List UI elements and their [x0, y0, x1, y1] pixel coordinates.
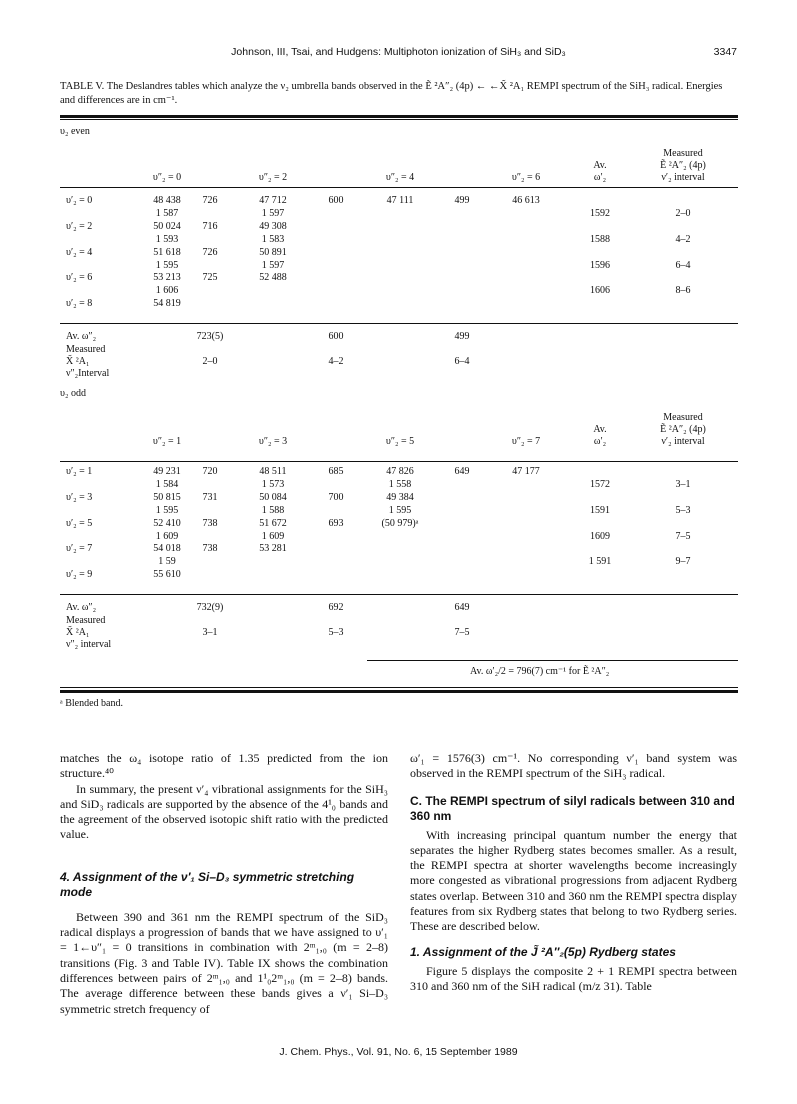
- summary-rule: [60, 323, 738, 324]
- table-cell: 47 177: [512, 466, 540, 477]
- table-top-rule: [60, 115, 738, 118]
- table-cell: 499: [454, 195, 470, 206]
- left-paragraph-2: In summary, the present ν′₄ vibrational assignments for the SiH₃ and SiD₃ radicals are supported by the absence of the 4¹₀ bands and the agreement of the observed isotopic shift ratio with the predicted value.: [60, 781, 388, 842]
- interval-cell: 4–2: [675, 233, 691, 245]
- table-cell: 53 281: [259, 543, 287, 555]
- table-bottom-rule: [60, 690, 738, 693]
- table-cell: 50 891: [259, 246, 287, 258]
- average-cell: 1 591: [588, 556, 612, 568]
- section-heading-4: 4. Assignment of the ν′₁ Si–D₃ symmetric stretching mode: [60, 869, 355, 899]
- section-heading-1: 1. Assignment of the J̃ ²A″₂(5p) Rydberg states: [410, 944, 676, 959]
- journal-footer: J. Chem. Phys., Vol. 91, No. 6, 15 September 1989: [279, 1046, 518, 1058]
- left-column: [60, 751, 388, 1017]
- table-cell: 52 488: [259, 272, 287, 284]
- summary-average: 600: [328, 331, 344, 342]
- summary-measured-label: Measured: [66, 344, 106, 355]
- table-bottom-rule-thin: [60, 687, 738, 688]
- table-cell: 48 438: [153, 195, 181, 206]
- table-cell: 54 018: [153, 543, 181, 555]
- table-cell: 1 587: [155, 207, 179, 219]
- table-cell: 726: [202, 195, 218, 206]
- row-label: υ′₂ = 9: [66, 569, 93, 581]
- right-paragraph-3: Figure 5 displays the composite 2 + 1 REMPI spectra between 310 and 360 nm of the SiH radical (m/z 31). Table: [410, 963, 737, 993]
- table-cell: 1 59: [158, 556, 176, 568]
- summary-average: 723(5): [196, 331, 224, 342]
- row-label: υ′₂ = 4: [66, 246, 93, 258]
- average-cell: 1572: [590, 478, 610, 490]
- column-header: υ″₂ = 4: [385, 172, 415, 183]
- summary-measured-label: X̃ ²A₁: [66, 356, 90, 367]
- table-cell: 649: [454, 466, 470, 477]
- table-cell: 725: [202, 272, 218, 284]
- average-header: ω′₂: [593, 172, 607, 183]
- interval-cell: 9–7: [675, 556, 691, 568]
- average-cell: 1591: [590, 504, 610, 516]
- summary-interval: 3–1: [202, 627, 218, 638]
- table-cell: 53 213: [153, 272, 181, 284]
- table-cell: 50 815: [153, 491, 181, 503]
- summary-rule: [60, 594, 738, 595]
- table-cell: 1 573: [261, 478, 285, 490]
- left-paragraph-1: matches the ω₄ isotope ratio of 1.35 predicted from the ion structure.⁴⁰: [60, 751, 388, 781]
- summary-interval: 5–3: [328, 627, 344, 638]
- average-header: ω′₂: [593, 436, 607, 447]
- summary-label: Av. ω″₂: [66, 602, 97, 613]
- table-cell: 720: [202, 466, 218, 477]
- column-header: υ″₂ = 2: [258, 172, 288, 183]
- table-cell: 1 606: [155, 285, 179, 297]
- column-header: υ″₂ = 0: [152, 172, 182, 183]
- row-label: υ′₂ = 3: [66, 491, 93, 503]
- table-cell: 50 084: [259, 491, 287, 503]
- row-label: υ′₂ = 6: [66, 272, 93, 284]
- right-paragraph-2: With increasing principal quantum number the energy that separates the higher Rydberg states becomes smaller. As a result, the REMPI spectra at shorter wavelengths become increasingly more congested as vibrational progressions from adjacent Rydberg states overlap. Between 310 and 360 nm the REMPI spectra display features from six Rydberg states that belong to two Rydberg series. These are described below.: [410, 827, 737, 934]
- table-cell: 54 819: [153, 298, 181, 310]
- table-cell: 693: [328, 517, 344, 529]
- summary-measured-label: X̃ ²A₁: [66, 627, 90, 638]
- column-header: υ″₂ = 3: [258, 436, 288, 447]
- section-heading-c: C. The REMPI spectrum of silyl radicals between 310 and 360 nm: [410, 793, 735, 823]
- table-cell: 1 593: [155, 233, 179, 245]
- table-cell: 1 595: [155, 259, 179, 271]
- right-paragraph-1: ω′₁ = 1576(3) cm⁻¹. No corresponding ν′₁ band system was observed in the REMPI spectrum of the SiH₃ radical.: [410, 751, 737, 781]
- table-cell: 52 410: [153, 517, 181, 529]
- summary-average: 692: [328, 602, 344, 613]
- table-cell: 738: [202, 517, 218, 529]
- table-caption: TABLE V. The Deslandres tables which analyze the ν₂ umbrella bands observed in the Ẽ ²A″₂ (4p) ← ←X̃ ²A₁ REMPI spectrum of the SiH₃ radical. Energies and differences are in cm⁻¹.: [60, 81, 723, 106]
- average-header: Av.: [593, 424, 607, 435]
- summary-interval: 2–0: [202, 356, 218, 367]
- measured-interval-header: ν′₂ interval: [661, 436, 705, 447]
- summary-interval: 7–5: [454, 627, 470, 638]
- table-bottom-note: Av. ω′₂/2 = 796(7) cm⁻¹ for Ẽ ²A″₂: [470, 666, 610, 677]
- table-cell: 51 618: [153, 246, 181, 258]
- interval-cell: 8–6: [675, 285, 691, 297]
- table-cell: 48 511: [259, 466, 287, 477]
- interval-cell: 3–1: [675, 478, 691, 490]
- row-label: υ′₂ = 0: [66, 195, 93, 206]
- table-cell: 738: [202, 543, 218, 555]
- column-header: υ″₂ = 7: [511, 436, 541, 447]
- table-cell: 726: [202, 246, 218, 258]
- table-cell: 1 609: [155, 530, 179, 542]
- table-cell: 1 595: [388, 504, 412, 516]
- table-cell: 49 384: [386, 491, 414, 503]
- interval-cell: 2–0: [675, 207, 691, 219]
- row-label: υ′₂ = 1: [66, 466, 93, 477]
- average-cell: 1596: [590, 259, 610, 271]
- table-cell: 49 231: [153, 466, 181, 477]
- table-cell: 1 583: [261, 233, 285, 245]
- section-label: υ₂ odd: [60, 388, 86, 399]
- row-label: υ′₂ = 5: [66, 517, 93, 529]
- summary-average: 499: [454, 331, 470, 342]
- header-rule: [60, 187, 738, 188]
- measured-interval-header: Measured: [663, 148, 703, 159]
- row-label: υ′₂ = 8: [66, 298, 93, 310]
- row-label: υ′₂ = 2: [66, 220, 93, 232]
- table-cell: 46 613: [512, 195, 540, 206]
- summary-measured-label: Measured: [66, 615, 106, 626]
- table-cell: 1 595: [155, 504, 179, 516]
- measured-interval-header: Ẽ ²A″₂ (4p): [660, 424, 706, 435]
- measured-interval-header: ν′₂ interval: [661, 172, 705, 183]
- column-header: υ″₂ = 1: [152, 436, 182, 447]
- table-cell: 50 024: [153, 220, 181, 232]
- average-cell: 1588: [590, 233, 610, 245]
- table-cell: 685: [328, 466, 344, 477]
- table-cell: 731: [202, 491, 218, 503]
- summary-measured-label: ν″₂ interval: [66, 639, 112, 650]
- table-footnote: ᵃ Blended band.: [60, 698, 123, 709]
- table-cell: 1 597: [261, 207, 285, 219]
- average-cell: 1609: [590, 530, 610, 542]
- table-top-rule-thin: [60, 119, 738, 120]
- table-cell: 1 584: [155, 478, 179, 490]
- average-header: Av.: [593, 160, 607, 171]
- table-cell: 1 588: [261, 504, 285, 516]
- table-cell: 49 308: [259, 220, 287, 232]
- table-cell: 600: [328, 195, 344, 206]
- summary-label: Av. ω″₂: [66, 331, 97, 342]
- table-cell: 47 111: [386, 195, 414, 206]
- table-cell: 55 610: [153, 569, 181, 581]
- table-cell: 51 672: [259, 517, 287, 529]
- measured-interval-header: Ẽ ²A″₂ (4p): [660, 160, 706, 171]
- summary-measured-label: ν″₂Interval: [66, 368, 110, 379]
- table-cell: 1 609: [261, 530, 285, 542]
- table-cell: 1 597: [261, 259, 285, 271]
- summary-average: 732(9): [196, 602, 224, 613]
- measured-interval-header: Measured: [663, 412, 703, 423]
- note-rule: [367, 660, 738, 661]
- right-column: [410, 751, 737, 994]
- left-paragraph-3: Between 390 and 361 nm the REMPI spectrum of the SiD₃ radical displays a progression of bands that we have assigned to υ′₁ = 1←υ″₁ = 0 transitions in combination with 2ᵐ₁,₀ (m = 2–8) transitions (Fig. 3 and Table IV). Table IX shows the combination differences between pairs of 2ᵐ₁,₀ and 1¹₀2ᵐ₁,₀ (m = 2–8) bands. The average difference between these bands gives a ν′₁ Si–D₃ symmetric stretch frequency of: [60, 909, 388, 1016]
- summary-interval: 6–4: [454, 356, 470, 367]
- table-cell: (50 979)ᵃ: [381, 517, 419, 529]
- summary-interval: 4–2: [328, 356, 344, 367]
- average-cell: 1606: [590, 285, 610, 297]
- running-title: Johnson, III, Tsai, and Hudgens: Multiphoton ionization of SiH₃ and SiD₃: [231, 46, 566, 58]
- table-cell: 1 558: [388, 478, 412, 490]
- average-cell: 1592: [590, 207, 610, 219]
- header-rule: [60, 461, 738, 462]
- running-header: [60, 46, 737, 60]
- column-header: υ″₂ = 6: [511, 172, 541, 183]
- summary-average: 649: [454, 602, 470, 613]
- table-cell: 47 826: [386, 466, 414, 477]
- page-number: 3347: [713, 46, 737, 58]
- table-cell: 47 712: [259, 195, 287, 206]
- row-label: υ′₂ = 7: [66, 543, 93, 555]
- interval-cell: 6–4: [675, 259, 691, 271]
- interval-cell: 5–3: [675, 504, 691, 516]
- column-header: υ″₂ = 5: [385, 436, 415, 447]
- table-cell: 700: [328, 491, 344, 503]
- section-label: υ₂ even: [60, 126, 90, 137]
- table-cell: 716: [202, 220, 218, 232]
- interval-cell: 7–5: [675, 530, 691, 542]
